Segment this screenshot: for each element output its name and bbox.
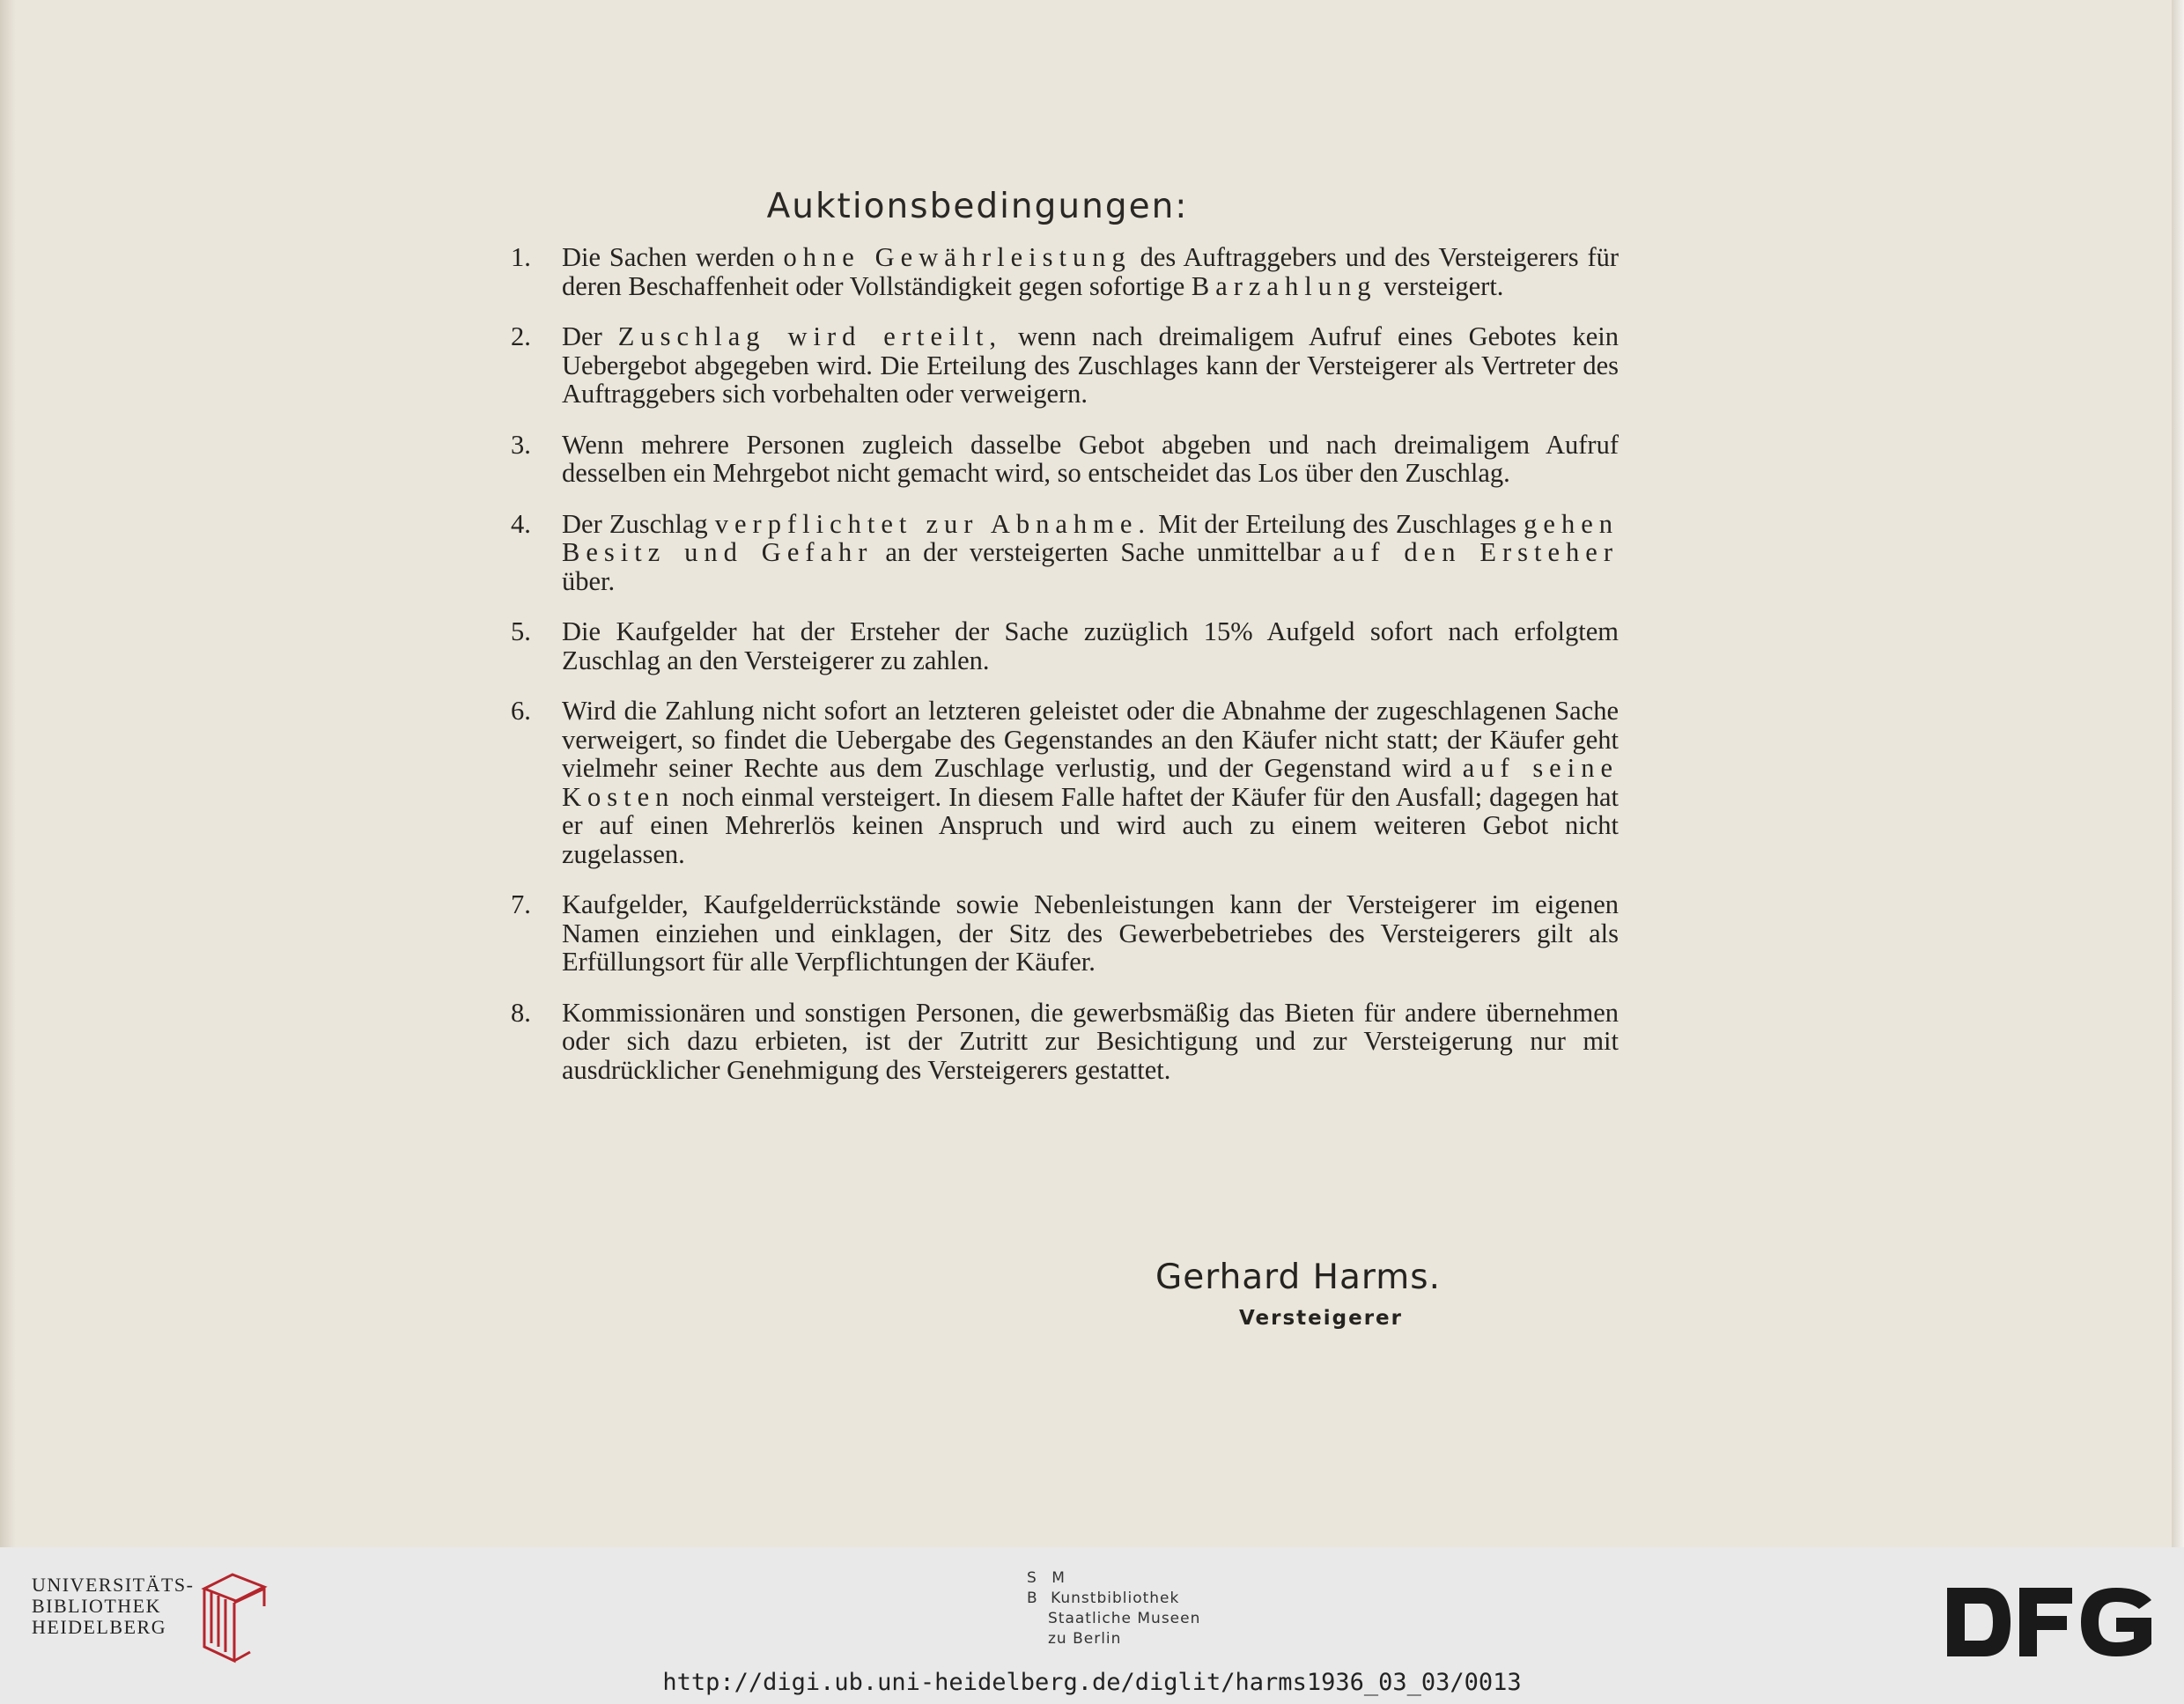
condition-text: Der <box>562 321 618 351</box>
condition-emphasis-text: gehen Besitz und Gefahr <box>562 508 1619 567</box>
ub-line: UNIVERSITÄTS- <box>32 1574 195 1596</box>
smb-line: zu Berlin <box>1048 1630 1122 1648</box>
smb-kunstbibliothek-logo[interactable] <box>1027 1568 1200 1649</box>
condition-item <box>511 890 1619 977</box>
condition-emphasis-text: Barzahlung <box>1191 270 1377 301</box>
ub-line: BIBLIOTHEK <box>32 1595 161 1617</box>
dfg-logo-icon[interactable] <box>1944 1582 2155 1662</box>
condition-emphasis-text: auf den Ersteher <box>1332 537 1619 567</box>
smb-row <box>1027 1568 1200 1589</box>
condition-item <box>511 431 1619 488</box>
auction-conditions-list <box>511 243 1619 1106</box>
smb-letter: B <box>1027 1590 1038 1607</box>
condition-number: 4. <box>511 508 531 539</box>
page-left-edge <box>0 0 16 1547</box>
condition-item <box>511 322 1619 409</box>
condition-item <box>511 243 1619 300</box>
condition-number: 1. <box>511 242 531 272</box>
condition-text: Mit der Erteilung des Zuschlages <box>1151 508 1524 539</box>
condition-text: Kaufgelder, Kaufgelderrückstände sowie Nebenleistungen kann der Versteigerer im eigenen Namen einziehen und einklagen, der Sitz des Gewerbebetriebes des Versteigerers gilt als Erfüllungsort für alle Verpflichtungen der Käufer. <box>562 889 1619 977</box>
ub-heidelberg-wordmark <box>32 1575 195 1638</box>
condition-emphasis-text: verpflichtet zur Abnahme. <box>714 508 1152 539</box>
condition-number: 7. <box>511 889 531 919</box>
condition-text: versteigert. <box>1376 270 1504 301</box>
signature-name: Gerhard Harms. <box>1155 1258 1441 1297</box>
document-title-text: Auktionsbedingungen: <box>766 187 1189 226</box>
university-library-heidelberg-logo-icon <box>199 1571 269 1664</box>
smb-row <box>1027 1589 1200 1609</box>
condition-number: 2. <box>511 321 531 351</box>
condition-item <box>511 697 1619 868</box>
condition-emphasis-text: ohne Gewährleistung <box>783 242 1132 272</box>
condition-text: Wird die Zahlung nicht sofort an letzteren geleistet oder die Abnahme der zugeschlagenen Sache verweigert, so findet die Uebergabe des Gegenstandes an den Käufer nicht statt; der Käufer geht vielmehr seiner Rechte aus dem Zuschlage verlustig, und der Gegenstand wird <box>562 696 1619 783</box>
smb-line: Staatliche Museen <box>1048 1610 1201 1627</box>
condition-text: Wenn mehrere Personen zugleich dasselbe Gebot abgeben und nach dreimaligem Aufruf desselben ein Mehrgebot nicht gemacht wird, so entscheidet das Los über den Zuschlag. <box>562 429 1619 488</box>
ub-line: HEIDELBERG <box>32 1616 167 1638</box>
condition-number: 5. <box>511 616 531 646</box>
document-title <box>0 187 2184 226</box>
footer-bar <box>0 1547 2184 1704</box>
condition-emphasis-text: auf seine Kosten <box>562 753 1619 812</box>
condition-number: 3. <box>511 429 531 460</box>
condition-emphasis-text: Zuschlag wird erteilt, <box>617 321 1003 351</box>
smb-letter: M <box>1051 1569 1066 1587</box>
page-right-edge <box>2172 0 2184 1547</box>
condition-item <box>511 510 1619 596</box>
condition-text: Die Sachen werden <box>562 242 784 272</box>
condition-text: Der Zuschlag <box>562 508 715 539</box>
condition-item <box>511 999 1619 1085</box>
condition-text: Die Kaufgelder hat der Ersteher der Sache zuzüglich 15% Aufgeld sofort nach erfolgtem Zuschlag an den Versteigerer zu zahlen. <box>562 616 1619 675</box>
condition-text: noch einmal versteigert. In diesem Falle haftet der Käufer für den Ausfall; dagegen hat er auf einen Mehrerlös keinen Anspruch und wird auch zu einem weiteren Gebot nicht zugelassen. <box>562 781 1619 869</box>
smb-line: Kunstbibliothek <box>1051 1590 1180 1607</box>
condition-item <box>511 617 1619 675</box>
condition-text: des Auftraggebers und des Versteigerers für deren Beschaffenheit oder Vollständigkeit gegen sofortige <box>562 242 1620 301</box>
condition-text: Kommissionären und sonstigen Personen, die gewerbsmäßig das Bieten für andere übernehmen oder sich dazu erbieten, ist der Zutritt zur Besichtigung und zur Versteigerung nur mit ausdrücklicher Genehmigung des Versteigerers gestattet. <box>562 997 1619 1085</box>
condition-text: wenn nach dreimaligem Aufruf eines Gebotes kein Uebergebot abgegeben wird. Die Erteilung des Zuschlages kann der Versteigerer als Vertreter des Auftraggebers sich vorbehalten oder verweigern. <box>562 321 1619 409</box>
condition-text: über. <box>562 565 616 596</box>
condition-number: 8. <box>511 997 531 1028</box>
signature-role: Versteigerer <box>1239 1307 1403 1330</box>
condition-text: an der versteigerten Sache unmittelbar <box>873 537 1333 567</box>
smb-letter: S <box>1027 1569 1037 1587</box>
permalink-url[interactable]: http://digi.ub.uni-heidelberg.de/diglit/harms1936_03_03/0013 <box>662 1669 1522 1696</box>
condition-number: 6. <box>511 696 531 726</box>
